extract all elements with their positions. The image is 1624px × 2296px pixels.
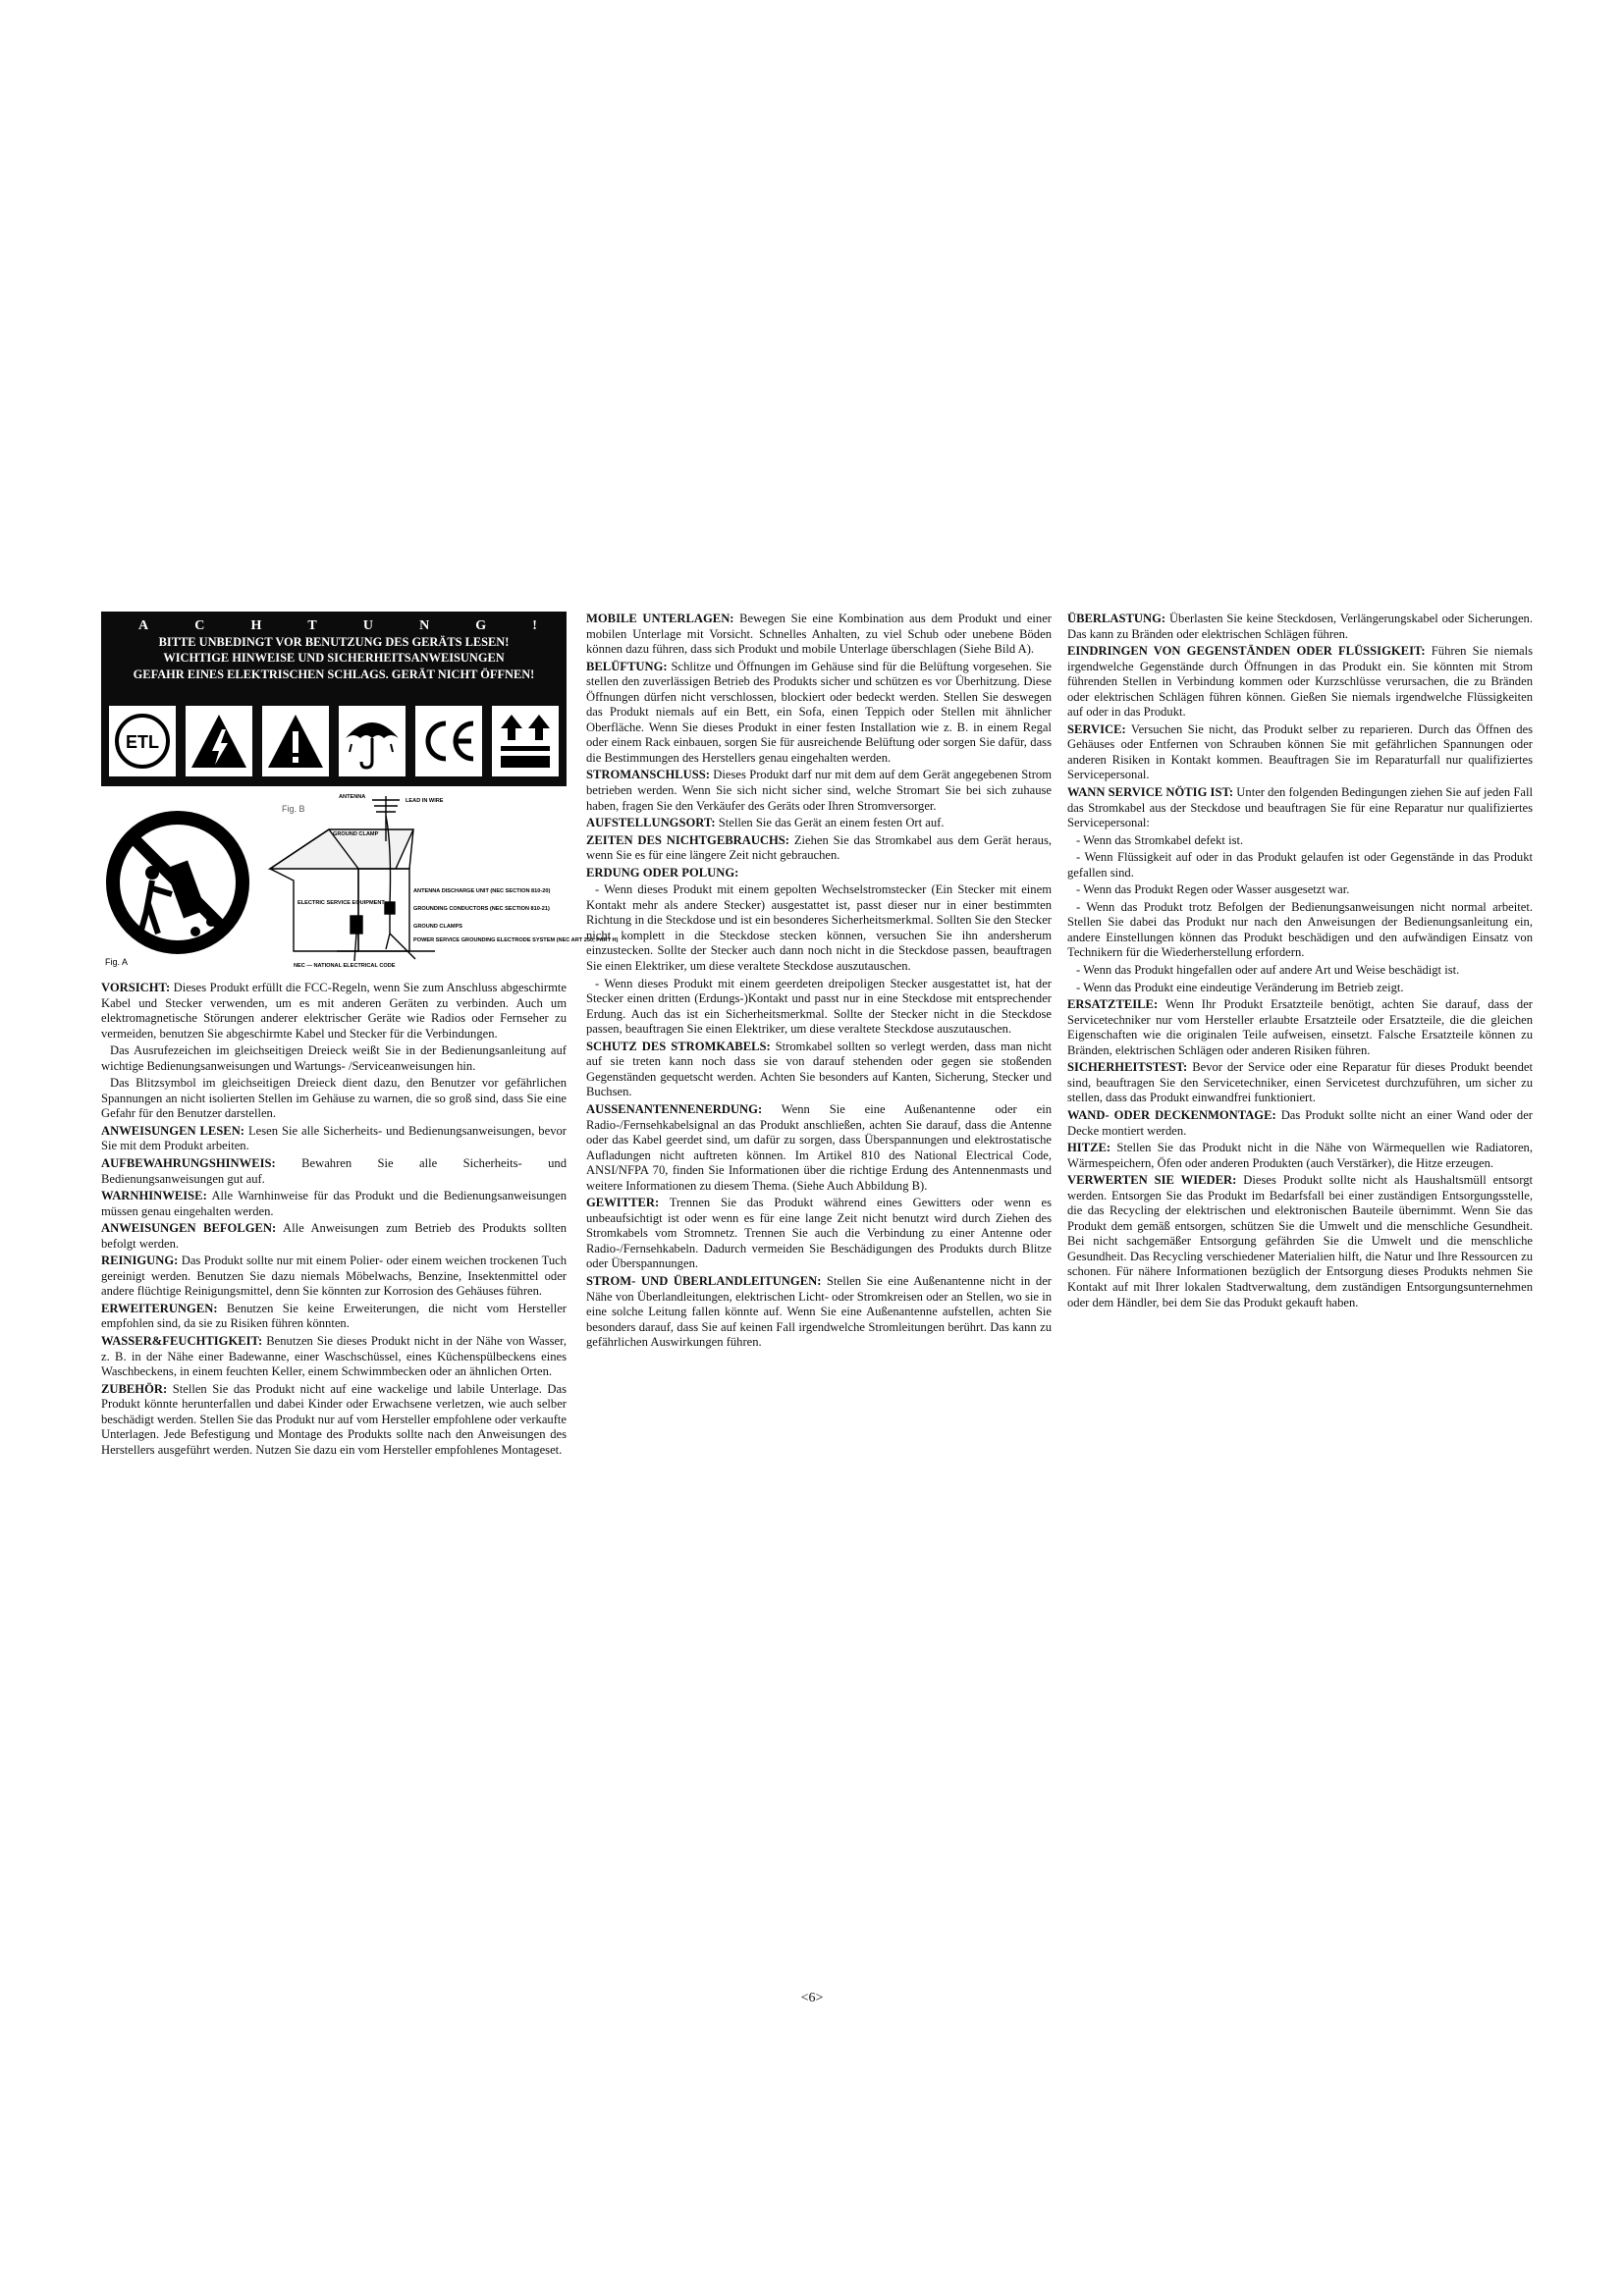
paragraph-text: Alle Warnhinweise für das Produkt und die Bedienungsanweisungen müssen genau eingehalten werden. [101,1189,567,1218]
paragraph-text: - Wenn das Produkt eine eindeutige Veränderung im Betrieb zeigt. [1076,980,1404,994]
paragraph-heading: ZEITEN DES NICHTGEBRAUCHS: [586,832,790,847]
power-service-label: POWER SERVICE GROUNDING ELECTRODE SYSTEM (NEC ART 250, PART H) [413,937,619,943]
paragraph-heading: STROMANSCHLUSS: [586,768,710,782]
paragraph-text: - Wenn dieses Produkt mit einem gepolten Wechselstromstecker (Ein Stecker mit einem Kontakt mehr als andere Stecker) ausgestattet ist, passt dieser nur in einer bestimmten Richtung in die Steckdose und ist ein besonderes Sicherheitsmerkmal. Sollten Sie den Stecker nicht komplett in die Steckdose stecken können, versuchen Sie ihn andersherum einzustecken. Sollte der Stecker auch dann noch nicht in die Steckdose passen, beauftragen Sie einen Elektriker, um diese veraltete Steckdose auszutauschen. [586,882,1052,974]
paragraph-heading: VORSICHT: [101,981,171,994]
discharge-unit-label: ANTENNA DISCHARGE UNIT (NEC SECTION 810-20) [413,888,551,894]
paragraph-heading: SICHERHEITSTEST: [1067,1060,1188,1075]
electric-service-label: ELECTRIC SERVICE EQUIPMENT [298,900,385,906]
paragraph-text: Stellen Sie das Produkt nicht auf eine wackelige und labile Unterlage. Das Produkt könnte herunterfallen und dabei Kinder oder Erwachsene verletzen, wie auch selber beschädigt werden. Stellen Sie das Produkt nur auf vom Hersteller empfohlene oder verkaufte Unterlagen. Jede Befestigung und Montage des Produkts sollte nach den Anweisungen des Herstellers ausgeführt werden. Nutzen Sie dazu ein vom Hersteller empfohlenes Montageset. [101,1381,567,1457]
paragraph [586,1274,1052,1351]
paragraph [586,977,1052,1038]
paragraph-text: Stellen Sie das Gerät an einem festen Ort auf. [715,816,945,830]
column-1 [101,612,619,1460]
paragraph-text: Wenn Ihr Produkt Ersatzteile benötigt, achten Sie darauf, dass der Servicetechniker nur vom Hersteller erlaubte Ersatzteile oder Ersatzteile, die die gleichen Eigenschaften wie die originalen Teile aufweisen, einsetzt. Falsche Ersatzteile können zu Bränden, elektrischen Schlägen oder anderen Risiken führen. [1067,997,1533,1057]
paragraph-text: Unter den folgenden Bedingungen ziehen Sie auf jeden Fall das Stromkabel aus der Steckdose und beauftragen Sie für eine Reparatur nur qualifiziertes Servicepersonal: [1067,785,1533,830]
paragraph [101,1043,567,1074]
figure-a-label: Fig. A [105,957,129,967]
lightning-warning-icon [186,706,252,776]
cart-tip-warning-icon [113,818,243,947]
ce-mark-icon [415,706,482,776]
paragraph-text: Dieses Produkt erfüllt die FCC-Regeln, wenn Sie zum Anschluss abgeschirmte Kabel und Stecker verwenden, um es mit anderen Geräten zu verbinden. Auch um elektromagnetische Störungen anderer elektrischer Geräte wie Radios oder Fernseher zu vermeiden, benutzen Sie abgeschirmte Kabel und Stecker für die Verbindungen. [101,981,567,1041]
paragraph-heading: ERSATZTEILE: [1067,997,1159,1012]
paragraph-text: Stellen Sie eine Außenantenne nicht in der Nähe von Überlandleitungen, elektrischen Licht- oder Stromkreisen oder an Stellen, wo sie in eine solche Leitung fallen könnte auf. Wenn Sie eine Außenantenne aufstellen, achten Sie besonders darauf, dass Sie auf keinen Fall irgendwelche Stromleitungen berührt. Das kann zu gefährlichen Auswirkungen führen. [586,1273,1052,1350]
paragraph [101,1254,567,1300]
paragraph [1067,722,1533,783]
paragraph-heading: ZUBEHÖR: [101,1381,168,1396]
column-1-text [101,981,567,1458]
paragraph-heading: WAND- ODER DECKENMONTAGE: [1067,1107,1276,1122]
warning-letter: H [250,618,262,633]
paragraph [586,1102,1052,1194]
warning-letter: G [475,618,487,633]
paragraph-text: Das Produkt sollte nicht an einer Wand oder der Decke montiert werden. [1067,1107,1534,1138]
paragraph-heading: EINDRINGEN VON GEGENSTÄNDEN ODER FLÜSSIGKEIT: [1067,644,1426,659]
ground-clamps-label: GROUND CLAMPS [413,924,463,930]
paragraph [1067,981,1533,996]
warning-line-1: BITTE UNBEDINGT VOR BENUTZUNG DES GERÄTS LESEN! [158,635,510,650]
paragraph-heading: HITZE: [1067,1141,1111,1155]
paragraph [1067,1141,1533,1171]
this-side-up-icon [492,706,559,776]
paragraph-heading: ANWEISUNGEN BEFOLGEN: [101,1221,277,1236]
paragraph-text: Das Blitzsymbol im gleichseitigen Dreieck dient dazu, den Benutzer vor gefährlichen Spannungen an nicht isolierten Stellen im Gehäuse zu warnen, die so groß sind, dass Sie eine Gefahr für den Benutzer darstellen. [101,1076,567,1121]
paragraph-text: Lesen Sie alle Sicherheits- und Bedienungsanweisungen, bevor Sie mit dem Produkt arbeiten. [101,1123,567,1153]
paragraph-text: - Wenn das Produkt trotz Befolgen der Bedienungsanweisungen nicht normal arbeitet. Stellen Sie dabei das Produkt nur nach den Anweisungen der Bedienungsanleitung ein, andere Einstellungen können das Produkt beschädigen und den aufwändigen Einsatz von Technikern für die Wiederherstellung erfordern. [1067,899,1533,960]
paragraph-text: - Wenn das Stromkabel defekt ist. [1076,832,1244,847]
lead-in-label: LEAD IN WIRE [406,798,444,804]
paragraph [1067,963,1533,979]
column-3 [1067,612,1533,1312]
figure-b-label: Fig. B [282,804,305,814]
etl-listed-icon [109,706,176,776]
paragraph [101,1221,567,1252]
paragraph [1067,850,1533,881]
paragraph-heading: SERVICE: [1067,721,1126,736]
paragraph-text: - Wenn Flüssigkeit auf oder in das Produkt gelaufen ist oder Gegenstände in das Produkt gefallen sind. [1067,850,1533,880]
paragraph-text: Dieses Produkt sollte nicht als Haushaltsmüll entsorgt werden. Entsorgen Sie das Produkt im Bedarfsfall bei einer zuständigen Entsorgungsstelle, die das Recycling der elektrischen und elektronischen Bauteile übernimmt. Wenn Sie das Produkt dem gemäß entsorgen, schützen Sie die Umwelt und die menschliche Gesundheit. Bei nicht sachgemäßer Entsorgung gefährden Sie die Umwelt und die menschliche Gesundheit. Das Recycling verschiedener Materialien hilft, die Natur und Ihre Ressourcen zu schonen. Für nähere Informationen bezüglich der Entsorgung dieses Produkts nehmen Sie Kontakt auf mit Ihrer lokalen Stadtverwaltung, dem zuständigen Entsorgungsunternehmen oder dem Händler, bei dem Sie das Produkt gekauft haben. [1067,1173,1533,1309]
page-number: <6> [800,1991,824,2005]
safety-icon-row [109,706,559,778]
paragraph-text: Benutzen Sie dieses Produkt nicht in der Nähe von Wasser, z. B. in der Nähe einer Badewanne, einer Waschschüssel, eines Küchenspülbeckens eines Waschbeckens, in einem feuchten Keller, einem Schwimmbecken oder an ähnlichen Orten. [101,1334,567,1379]
paragraph [1067,644,1533,721]
paragraph-heading: MOBILE UNTERLAGEN: [586,612,734,625]
paragraph-text: Ziehen Sie das Stromkabel aus dem Gerät heraus, wenn Sie es für eine längere Zeit nicht gebrauchen. [586,832,1052,863]
warning-letter: T [307,618,317,633]
paragraph-heading: AUFBEWAHRUNGSHINWEIS: [101,1156,276,1171]
paragraph-text: Überlasten Sie keine Steckdosen, Verlängerungskabel oder Sicherungen. Das kann zu Bränden oder elektrischen Schlägen führen. [1067,612,1533,641]
paragraph [101,981,567,1041]
column-2 [586,612,1052,1353]
paragraph-text: Wenn Sie eine Außenantenne oder ein Radio-/Fernsehkabelsignal an das Produkt anschließen, achten Sie darauf, dass die Antenne oder das Kabel geerdet sind, um dafür zu sorgen, dass Überspannungen und elektrostatische Aufladungen nicht auftreten können. Im Artikel 810 des National Electrical Code, ANSI/NFPA 70, finden Sie Informationen über die richtige Erdung des Antennenmasts und weitere Informationen zu diesem Thema. (Siehe Auch Abbildung B). [586,1101,1052,1193]
warning-line-3: GEFAHR EINES ELEKTRISCHEN SCHLAGS. GERÄT NICHT ÖFFNEN! [133,667,535,681]
paragraph-heading: REINIGUNG: [101,1254,179,1268]
paragraph-text: Führen Sie niemals irgendwelche Gegenstände durch Öffnungen in das Produkt ein. Sie könnten mit Strom führenden Stellen in Verbindung kommen oder Kurzschlüsse verursachen, die zu Bränden oder elektrischen Schlägen führen können. Gießen Sie niemals irgendwelche Flüssigkeiten auf oder in das Produkt. [1067,644,1533,720]
paragraph-heading: ERWEITERUNGEN: [101,1301,218,1315]
paragraph [1067,785,1533,831]
paragraph-text: Schlitze und Öffnungen im Gehäuse sind für die Belüftung vorgesehen. Sie stellen den zuverlässigen Betrieb des Produkts sicher und schützen es vor Überhitzung. Diese Öffnungen dürfen nicht verschlossen, blockiert oder bedeckt werden. Stellen Sie deswegen das Produkt niemals auf ein Bett, ein Sofa, einen Teppich oder Stellen mit ähnlicher Oberfläche. Wenn Sie dieses Produkt in einer festen Installation wie z. B. in einem Regal oder einem Rack einbauen, sorgen Sie für ausreichende Belüftung oder sorgen Sie dafür, dass die Bestimmungen des Herstellers genau eingehalten werden. [586,659,1052,765]
paragraph [101,1302,567,1332]
paragraph-heading: STROM- UND ÜBERLANDLEITUNGEN: [586,1273,822,1288]
paragraph-text: - Wenn das Produkt hingefallen oder auf andere Art und Weise beschädigt ist. [1076,963,1460,978]
paragraph [101,1124,567,1154]
paragraph-heading: WANN SERVICE NÖTIG IST: [1067,785,1234,800]
paragraph [586,1196,1052,1272]
ground-clamp-label: GROUND CLAMP [333,831,379,837]
paragraph-heading: VERWERTEN SIE WIEDER: [1067,1173,1237,1188]
paragraph-heading: WARNHINWEISE: [101,1189,207,1203]
paragraph [1067,612,1533,642]
antenna-label: ANTENNA [339,794,366,800]
paragraph [586,816,1052,831]
paragraph-text: Bewahren Sie alle Sicherheits- und Bedienungsanweisungen gut auf. [101,1156,567,1186]
paragraph-text: - Wenn dieses Produkt mit einem geerdeten dreipoligen Stecker ausgestattet ist, hat der Stecker einen dritten (Erdungs-)Kontakt und passt nur in eine Steckdose mit entsprechender Erdung. Auch das ist ein Sicherheitsmerkmal. Sollte der Stecker nicht in die Steckdose passen, beauftragen Sie einen Elektriker, um diese veraltete Steckdose auszutauschen. [586,976,1052,1037]
svg-text:ETL: ETL [126,732,159,752]
paragraph [101,1156,567,1187]
paragraph [101,1334,567,1380]
paragraph-text: Das Ausrufezeichen im gleichseitigen Dreieck weißt Sie in der Bedienungsanleitung auf wichtige Bedienungsanweisungen und Wartungs- /Serviceanweisungen hin. [101,1043,567,1073]
paragraph-heading: ANWEISUNGEN LESEN: [101,1123,244,1138]
paragraph-text: Benutzen Sie keine Erweiterungen, die nicht vom Hersteller empfohlen sind, da sie zu Risiken führen könnten. [101,1301,567,1331]
warning-letter: U [362,618,373,633]
paragraph [586,768,1052,814]
paragraph [586,882,1052,974]
paragraph-heading: ERDUNG ODER POLUNG: [586,865,739,880]
paragraph [1067,900,1533,961]
warning-line-2: WICHTIGE HINWEISE UND SICHERHEITSANWEISUNGEN [163,651,505,666]
paragraph [1067,833,1533,849]
paragraph-text: Das Produkt sollte nur mit einem Polier- oder einem weichen trockenen Tuch gereinigt werden. Benutzen Sie dazu niemals Möbelwachs, Benzine, Insektenmittel oder andere flüchtige Reinigungsmittel, denn Sie könnten zur Korrosion des Gehäuses führen. [101,1254,567,1299]
paragraph-heading: BELÜFTUNG: [586,659,668,673]
paragraph [1067,882,1533,898]
paragraph [586,660,1052,767]
paragraph [1067,1173,1533,1310]
paragraph [101,1076,567,1122]
paragraph-text: Stellen Sie das Produkt nicht in die Nähe von Wärmequellen wie Radiatoren, Wärmespeichern, Öfen oder anderen Produkten (auch Verstärker), die Hitze erzeugen. [1067,1141,1533,1170]
paragraph [101,1382,567,1459]
paragraph-text: Dieses Produkt darf nur mit dem auf dem Gerät angegebenen Strom betrieben werden. Wenn Sie sich nicht sicher sind, welche Stromart Sie bei sich zuhause haben, fragen Sie den Verkäufer des Geräts oder Ihren Stromversorger. [586,768,1052,813]
paragraph-text: Bewegen Sie eine Kombination aus dem Produkt und einer mobilen Unterlage mit Vorsicht. Schnelles Anhalten, zu viel Schub oder unebene Böden können dazu führen, dass sich Produkt und mobile Unterlage überschlagen (Siehe Bild A). [586,612,1052,657]
paragraph-text: Trennen Sie das Produkt während eines Gewitters oder wenn es unbeaufsichtigt ist oder wenn es für eine lange Zeit nicht benutzt wird durch Ziehen des Stromkabels vom Stromnetz. Trennen Sie auch die Verbindung zu einer Antenne oder Radio-/Fernsehkabeln. Dadurch vermeiden Sie Beschädigungen des Produkts durch Blitze oder Überspannungen. [586,1196,1052,1271]
paragraph [586,833,1052,864]
nec-label: NEC — NATIONAL ELECTRICAL CODE [294,963,396,969]
warning-letter: ! [532,618,537,633]
paragraph-text: Versuchen Sie nicht, das Produkt selber zu reparieren. Durch das Öffnen des Gehäuses oder Entfernen von Schrauben können Sie mit gefährlichen Spannungen oder anderen Risiken in Kontakt kommen. Beauftragen Sie im Reparaturfall nur qualifiziertes Servicepersonal. [1067,721,1533,782]
paragraph-heading: SCHUTZ DES STROMKABELS: [586,1039,771,1053]
warning-letter: A [138,618,149,633]
warning-letter: N [419,618,430,633]
antenna-grounding-house-icon [270,796,435,961]
column-2-text [586,612,1052,1351]
paragraph [586,866,1052,881]
paragraph-heading: AUSSENANTENNENERDUNG: [586,1101,763,1116]
grounding-conductors-label: GROUNDING CONDUCTORS (NEC SECTION 810-21) [413,906,550,912]
warning-banner [101,612,567,786]
paragraph [586,1040,1052,1100]
umbrella-keep-dry-icon [339,706,406,776]
warning-letter: C [194,618,205,633]
paragraph [1067,1060,1533,1106]
paragraph-text: - Wenn das Produkt Regen oder Wasser ausgesetzt war. [1076,882,1350,897]
paragraph [586,612,1052,658]
paragraph-heading: WASSER&FEUCHTIGKEIT: [101,1334,263,1349]
paragraph-heading: AUFSTELLUNGSORT: [586,816,716,830]
exclamation-warning-icon [262,706,329,776]
paragraph [1067,997,1533,1058]
paragraph [101,1189,567,1219]
paragraph-heading: GEWITTER: [586,1196,660,1210]
paragraph [1067,1108,1533,1139]
figure-illustrations [101,786,619,971]
paragraph-text: Alle Anweisungen zum Betrieb des Produkts sollten befolgt werden. [101,1221,567,1251]
paragraph-text: Stromkabel sollten so verlegt werden, dass man nicht auf sie treten kann noch dass sie von darauf stehenden oder gegen sie stoßenden Gegenständen gequetscht werden. Achten Sie besonders auf Kanten, Sicherung, Stecker und Buchsen. [586,1039,1052,1099]
column-3-text [1067,612,1533,1310]
paragraph-text: Bevor der Service oder eine Reparatur für dieses Produkt beendet sind, beauftragen Sie den Servicetechniker, einen Servicetest durchzuführen, um sicher zu stellen, dass das Produkt einwandfrei funktioniert. [1067,1060,1533,1105]
paragraph-heading: ÜBERLASTUNG: [1067,612,1166,625]
warning-letters [101,612,567,634]
